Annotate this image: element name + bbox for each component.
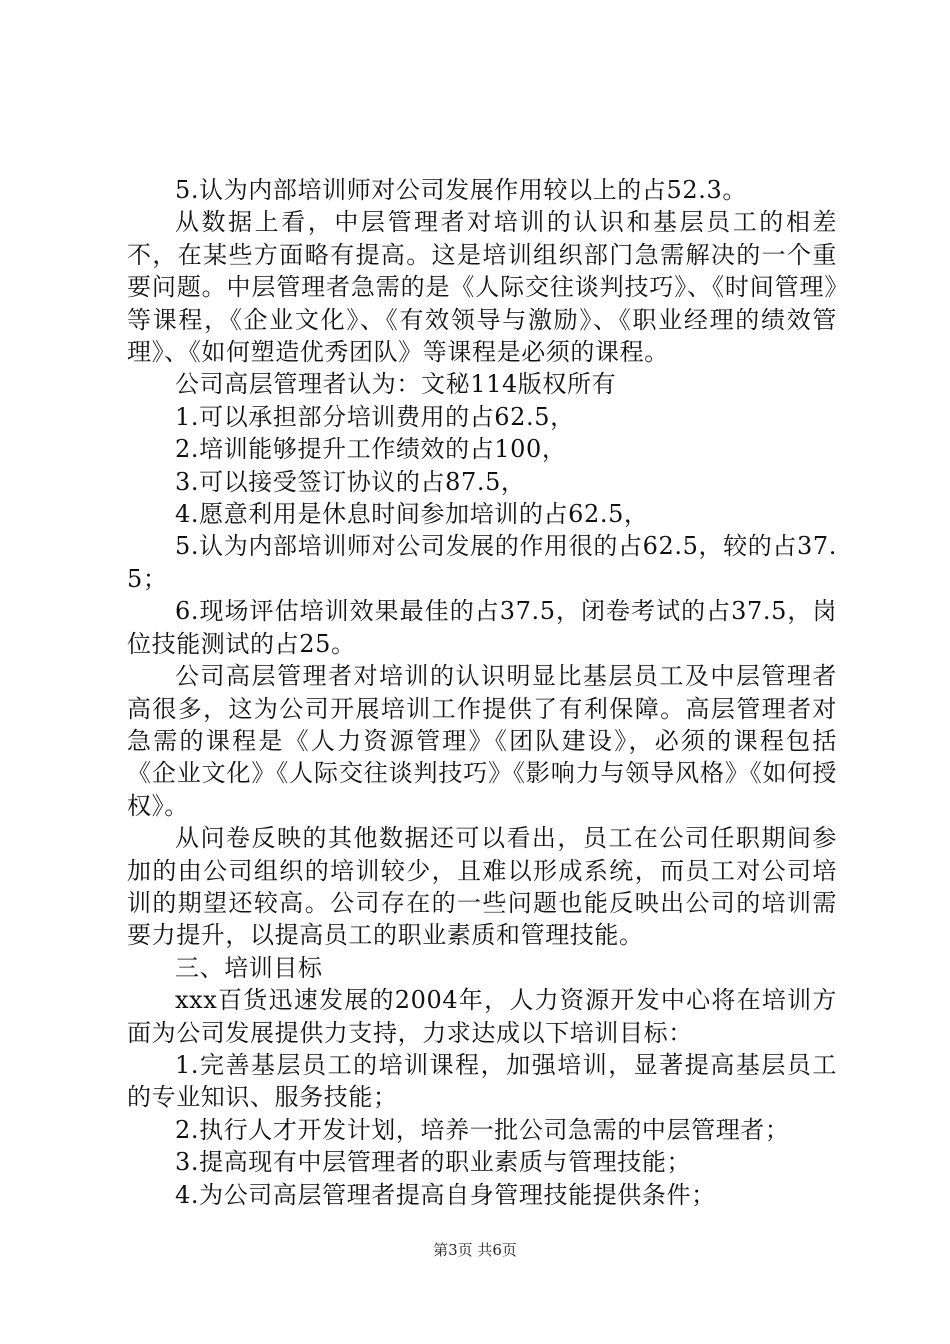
paragraph-9: 6.现场评估培训效果最佳的占37.5，闭卷考试的占37.5，岗位技能测试的占25。 — [127, 597, 837, 658]
paragraph-6: 3.可以接受签订协议的占87.5， — [175, 467, 526, 496]
paragraph-5: 2.培训能够提升工作绩效的占100， — [175, 435, 567, 464]
paragraph-10: 公司高层管理者对培训的认识明显比基层员工及中层管理者高很多，这为公司开展培训工作提供了有利保障。高层管理者对急需的课程是《人力资源管理》《团队建设》，必须的课程包括《企业文化》《人际交往谈判技巧》《影响力与领导风格》《如何授权》。 — [127, 662, 837, 820]
paragraph-14: 1.完善基层员工的培训课程，加强培训，显著提高基层员工的专业知识、服务技能； — [127, 1050, 837, 1112]
section-heading: 三、培训目标 — [175, 953, 323, 982]
paragraph-16: 3.提高现有中层管理者的职业素质与管理技能； — [175, 1148, 692, 1177]
paragraph-15: 2.执行人才开发计划，培养一批公司急需的中层管理者； — [175, 1115, 790, 1144]
paragraph-8: 5.认为内部培训师对公司发展的作用很的占62.5，较的占37.5； — [127, 532, 837, 593]
page-footer — [0, 1240, 950, 1260]
page-number-label: 第3页 共6页 — [433, 1241, 517, 1259]
paragraph-17: 4.为公司高层管理者提高自身管理技能提供条件； — [175, 1180, 716, 1209]
paragraph-11: 从问卷反映的其他数据还可以看出，员工在公司任职期间参加的由公司组织的培训较少，且难以形成系统，而员工对公司培训的期望还较高。公司存在的一些问题也能反映出公司的培训需要力提升，以提高员工的职业素质和管理技能。 — [127, 824, 837, 950]
paragraph-2: 从数据上看，中层管理者对培训的认识和基层员工的相差不，在某些方面略有提高。这是培训组织部门急需解决的一个重要问题。中层管理者急需的是《人际交往谈判技巧》、《时间管理》等课程，《企业文化》、《有效领导与激励》、《职业经理的绩效管理》、《如何塑造优秀团队》等课程是必须的课程。 — [127, 208, 837, 367]
paragraph-13: xxx百货迅速发展的2004年，人力资源开发中心将在培训方面为公司发展提供力支持，力求达成以下培训目标： — [127, 986, 837, 1047]
document-body — [127, 174, 837, 1211]
paragraph-4: 1.可以承担部分培训费用的占62.5， — [175, 402, 575, 431]
paragraph-3: 公司高层管理者认为：文秘114版权所有 — [175, 370, 617, 399]
paragraph-7: 4.愿意利用是休息时间参加培训的占62.5， — [175, 500, 649, 529]
paragraph-1: 5.认为内部培训师对公司发展作用较以上的占52.3。 — [175, 176, 747, 204]
